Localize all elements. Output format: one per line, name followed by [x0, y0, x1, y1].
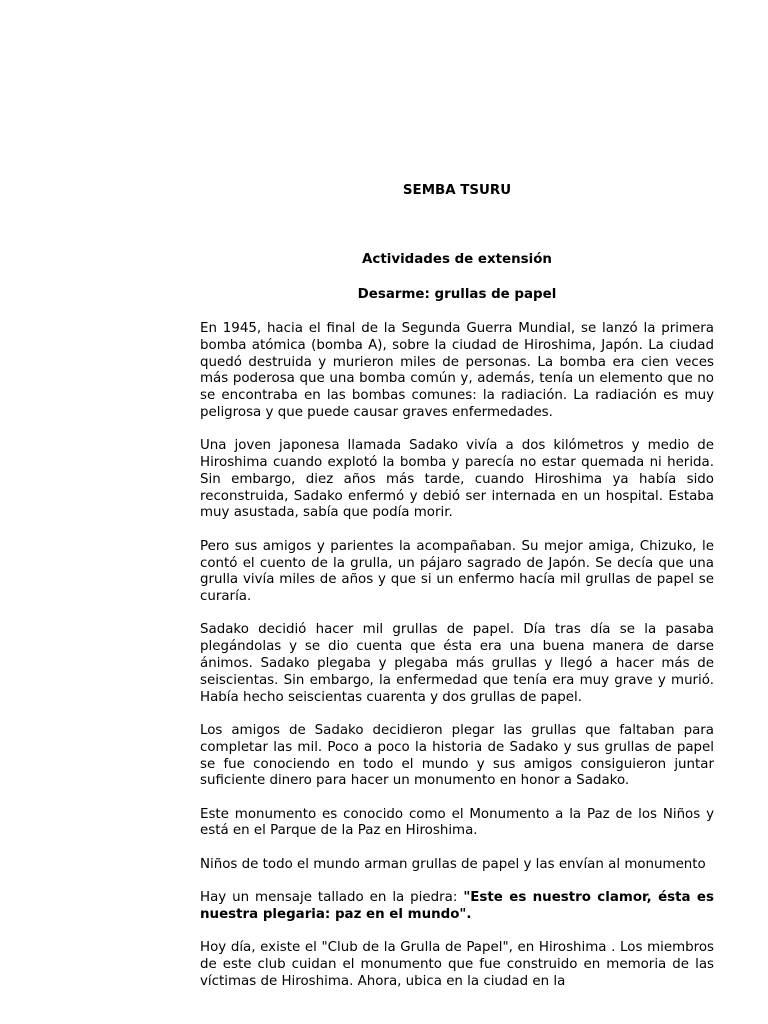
paragraph-1: En 1945, hacia el final de la Segunda Guerra Mundial, se lanzó la primera bomba atómica (bomba A), sobre la ciudad de Hiroshima, Japón. La ciudad quedó destruida y murieron miles de personas. La bomba era cien veces más poderosa que una bomba común y, además, tenía un elemento que no se encontraba en las bombas comunes: la radiación. La radiación es muy peligrosa y que puede causar graves enfermedades.: [200, 321, 714, 420]
paragraph-4: Sadako decidió hacer mil grullas de papel. Día tras día se la pasaba plegándolas y se dio cuenta que ésta era una buena manera de darse ánimos. Sadako plegaba y plegaba más grullas y llegó a hacer más de seiscientas. Sin embargo, la enfermedad que tenía era muy grave y murió. Había hecho seiscientas cuarenta y dos grullas de papel.: [200, 622, 714, 705]
paragraph-5: Los amigos de Sadako decidieron plegar las grullas que faltaban para completar las mil. Poco a poco la historia de Sadako y sus grullas de papel se fue conociendo en todo el mundo y sus amigos consiguieron juntar suficiente dinero para hacer un monumento en honor a Sadako.: [200, 722, 714, 789]
document-subtitle: Actividades de extensión: [362, 252, 552, 267]
paragraph-7: Niños de todo el mundo arman grullas de papel y las envían al monumento: [200, 856, 706, 872]
inscription-intro: Hay un mensaje tallado en la piedra:: [200, 890, 464, 906]
paragraph-inscription: [200, 890, 714, 924]
paragraph-6: Este monumento es conocido como el Monumento a la Paz de los Niños y está en el Parque de la Paz en Hiroshima.: [200, 806, 714, 839]
paragraph-last: Hoy día, existe el "Club de la Grulla de Papel", en Hiroshima . Los miembros de este club cuidan el monumento que fue construido en memoria de las víctimas de Hiroshima. Ahora, ubica en la ciudad en la: [200, 940, 714, 989]
document-title: SEMBA TSURU: [402, 183, 512, 198]
document-body: [200, 321, 714, 1007]
paragraph-2: Una joven japonesa llamada Sadako vivía a dos kilómetros y medio de Hiroshima cuando explotó la bomba y parecía no estar quemada ni herida. Sin embargo, diez años más tarde, cuando Hiroshima ya había sido reconstruida, Sadako enfermó y debió ser internada en un hospital. Estaba muy asustada, sabía que podía morir.: [200, 438, 714, 521]
paragraph-3: Pero sus amigos y parientes la acompañaban. Su mejor amiga, Chizuko, le contó el cuento de la grulla, un pájaro sagrado de Japón. Se decía que una grulla vivía miles de años y que si un enfermo hacía mil grullas de papel se curaría.: [200, 538, 714, 605]
inscription-quote: "Este es nuestro clamor, ésta es nuestra plegaria: paz en el mundo".: [200, 890, 714, 922]
section-title: Desarme: grullas de papel: [357, 287, 557, 302]
